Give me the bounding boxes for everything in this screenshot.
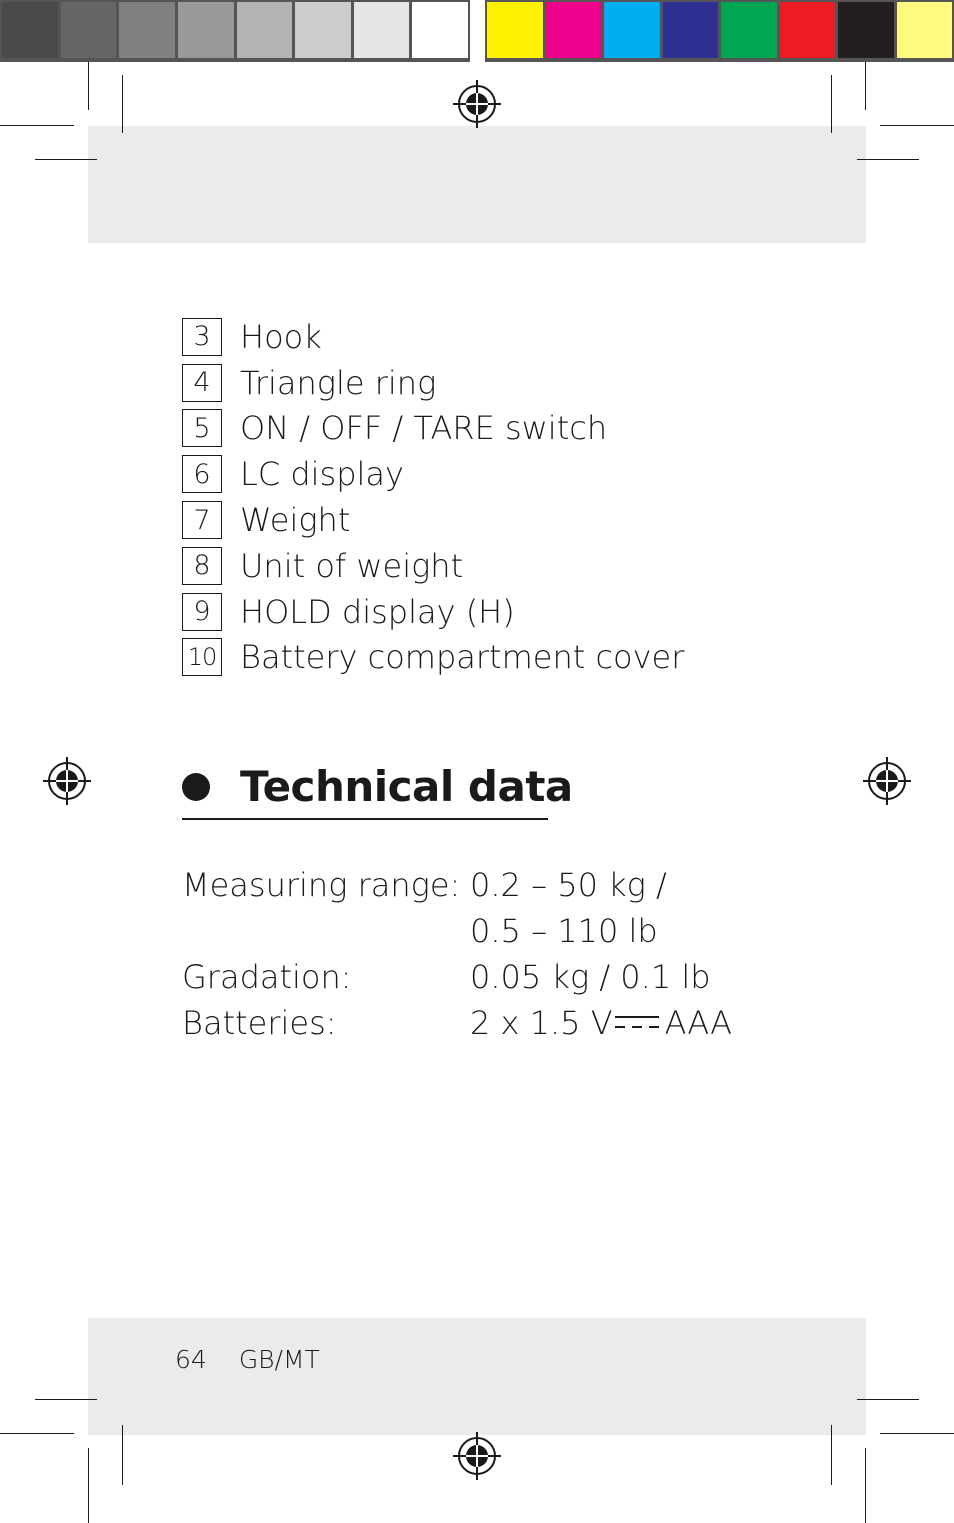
crop-mark	[88, 62, 89, 110]
blue-swatch	[663, 2, 719, 58]
crop-mark	[122, 75, 123, 133]
crop-mark	[88, 1448, 89, 1523]
crop-mark	[880, 125, 954, 126]
part-label: Battery compartment cover	[240, 638, 685, 677]
crop-mark	[0, 125, 74, 126]
gray-swatch	[412, 2, 468, 58]
crop-mark	[122, 1425, 123, 1485]
part-number: 5	[182, 409, 222, 447]
magenta-swatch	[546, 2, 602, 58]
gray-swatch	[295, 2, 351, 58]
parts-list	[182, 314, 684, 680]
measuring-range-value: 0.2 – 50 kg /	[470, 866, 667, 904]
table-row	[182, 908, 732, 954]
measuring-range-value-lb: 0.5 – 110 lb	[470, 912, 658, 950]
yellow-swatch	[487, 2, 543, 58]
gray-swatch	[354, 2, 410, 58]
batteries-value	[470, 1004, 732, 1042]
crop-mark	[0, 1433, 74, 1434]
part-label: LC display	[240, 455, 404, 494]
page-number: 64	[175, 1345, 207, 1374]
gray-swatch	[178, 2, 234, 58]
part-label: ON / OFF / TARE switch	[240, 409, 608, 448]
registration-mark-icon	[453, 1432, 501, 1480]
battery-voltage: 2 x 1.5 V	[470, 1004, 613, 1042]
bullet-icon	[182, 773, 210, 801]
table-row	[182, 862, 732, 908]
region-code: GB/MT	[238, 1345, 320, 1374]
header-band	[88, 126, 866, 243]
part-label: HOLD display (H)	[240, 592, 515, 631]
crop-mark	[831, 75, 832, 133]
registration-mark-icon	[453, 80, 501, 128]
technical-data-table	[182, 862, 732, 1046]
red-swatch	[780, 2, 836, 58]
part-number: 8	[182, 547, 222, 585]
part-number: 6	[182, 455, 222, 493]
part-label: Triangle ring	[240, 363, 437, 402]
gradation-label: Gradation:	[182, 958, 352, 996]
part-number: 9	[182, 593, 222, 631]
crop-mark	[857, 159, 919, 160]
gradation-value: 0.05 kg / 0.1 lb	[470, 958, 711, 996]
part-number: 10	[182, 638, 222, 676]
measuring-range-label: Measuring range:	[182, 866, 461, 904]
list-item	[182, 314, 684, 360]
crop-mark	[35, 1399, 97, 1400]
registration-mark-icon	[863, 757, 911, 805]
part-number: 7	[182, 501, 222, 539]
color-calibration-strip	[485, 0, 954, 62]
part-number: 4	[182, 364, 222, 402]
crop-mark	[35, 159, 97, 160]
table-row	[182, 1000, 732, 1046]
part-label: Unit of weight	[240, 546, 464, 585]
table-row	[182, 954, 732, 1000]
section-title: Technical data	[240, 762, 573, 811]
gray-swatch	[119, 2, 175, 58]
list-item	[182, 543, 684, 589]
registration-mark-icon	[43, 757, 91, 805]
gray-swatch	[2, 2, 58, 58]
gray-swatch	[237, 2, 293, 58]
part-number: 3	[182, 318, 222, 356]
direct-current-icon	[615, 1013, 659, 1033]
crop-mark	[857, 1399, 919, 1400]
section-heading	[182, 762, 573, 811]
crop-mark	[880, 1433, 954, 1434]
gray-swatch	[61, 2, 117, 58]
list-item	[182, 406, 684, 452]
cyan-swatch	[604, 2, 660, 58]
list-item	[182, 360, 684, 406]
light-yellow-swatch	[897, 2, 953, 58]
part-label: Weight	[240, 501, 351, 540]
black-swatch	[838, 2, 894, 58]
crop-mark	[831, 1425, 832, 1485]
part-label: Hook	[240, 317, 322, 356]
grayscale-calibration-strip	[0, 0, 470, 62]
list-item	[182, 589, 684, 635]
batteries-label: Batteries:	[182, 1004, 337, 1042]
list-item	[182, 497, 684, 543]
green-swatch	[721, 2, 777, 58]
battery-type: AAA	[664, 1004, 733, 1042]
crop-mark	[865, 1448, 866, 1523]
list-item	[182, 451, 684, 497]
list-item	[182, 635, 684, 681]
footer-band	[88, 1318, 866, 1435]
crop-mark	[865, 62, 866, 110]
page-footer	[175, 1345, 320, 1374]
heading-underline	[182, 818, 548, 820]
